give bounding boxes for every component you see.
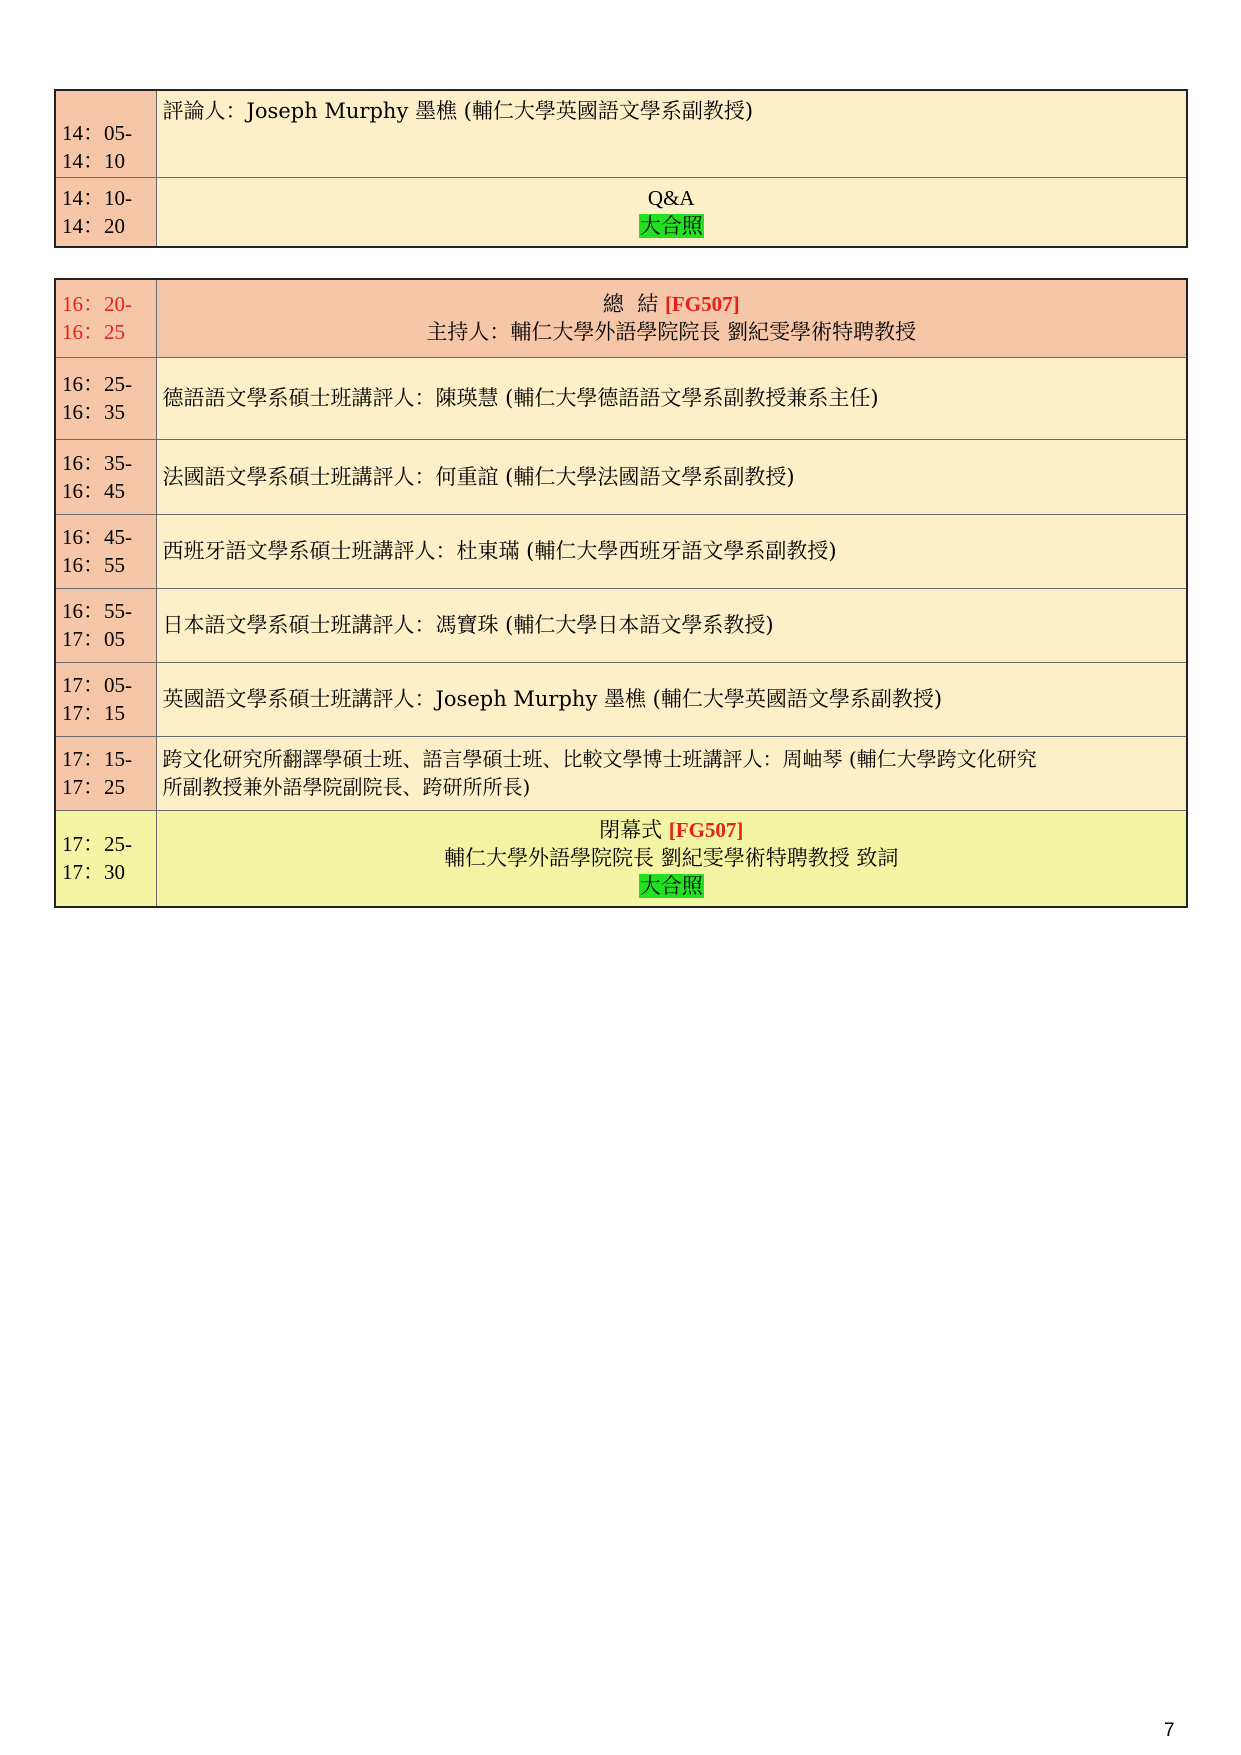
content-cell — [156, 514, 1187, 588]
table-row — [55, 439, 1187, 514]
room-label: [FG507] — [668, 818, 744, 843]
closing-cell — [156, 810, 1187, 907]
time-cell — [55, 177, 156, 247]
time-cell — [55, 439, 156, 514]
summary-header-cell — [156, 279, 1187, 357]
closing-title: 閉幕式 — [599, 818, 669, 843]
closing-speech: 輔仁大學外語學院院長 劉紀雯學術特聘教授 致詞 — [444, 846, 899, 871]
table-row — [55, 588, 1187, 662]
content-cell — [156, 357, 1187, 439]
time-start: 17：05- — [62, 673, 132, 697]
time-start: 16：25- — [62, 372, 132, 396]
commentator-text: 西班牙語文學系碩士班講評人：杜東璊 (輔仁大學西班牙語文學系副教授) — [162, 539, 837, 563]
table-row — [55, 514, 1187, 588]
page-number: 7 — [1164, 1720, 1175, 1741]
section-title: 總 結 — [602, 292, 665, 317]
time-start: 17：25- — [62, 832, 132, 857]
time-end: 16：45 — [62, 478, 125, 503]
time-cell — [55, 662, 156, 736]
commentator-text-line1: 跨文化研究所翻譯學碩士班、語言學碩士班、比較文學博士班講評人：周岫琴 (輔仁大學跨文化研究 — [162, 747, 1037, 771]
commentator-text: 日本語文學系碩士班講評人：馮寶珠 (輔仁大學日本語文學系教授) — [162, 613, 774, 637]
qa-label: Q&A — [647, 185, 695, 210]
commentator-text-line2: 所副教授兼外語學院副院長、跨研所所長) — [162, 775, 531, 799]
table-row — [55, 736, 1187, 810]
content-cell — [156, 736, 1187, 810]
schedule-table-summary — [54, 278, 1188, 908]
time-cell — [55, 810, 156, 907]
content-cell — [156, 90, 1187, 177]
summary-header-row — [55, 279, 1187, 357]
group-photo-label: 大合照 — [639, 874, 703, 899]
table-row — [55, 90, 1187, 177]
time-start: 17：15- — [62, 747, 132, 771]
time-cell — [55, 588, 156, 662]
schedule-table-afternoon — [54, 89, 1188, 248]
time-end: 14：20 — [62, 213, 125, 238]
table-row — [55, 177, 1187, 247]
closing-row — [55, 810, 1187, 907]
content-cell — [156, 588, 1187, 662]
time-end: 16：35 — [62, 400, 125, 424]
host-text: 主持人：輔仁大學外語學院院長 劉紀雯學術特聘教授 — [426, 320, 917, 345]
commentator-text: 德語語文學系碩士班講評人：陳瑛慧 (輔仁大學德語語文學系副教授兼系主任) — [162, 386, 879, 410]
time-end: 17：25 — [62, 775, 125, 799]
time-start: 16：45- — [62, 525, 132, 549]
time-end: 14：10 — [62, 148, 125, 173]
time-start: 16：35- — [62, 450, 132, 475]
time-start: 14：05- — [62, 120, 132, 145]
content-cell — [156, 439, 1187, 514]
time-cell — [55, 514, 156, 588]
time-end: 17：15 — [62, 701, 125, 725]
content-cell — [156, 177, 1187, 247]
room-label: [FG507] — [664, 292, 740, 317]
time-end: 16：55 — [62, 553, 125, 577]
table-row — [55, 662, 1187, 736]
time-cell — [55, 90, 156, 177]
time-cell — [55, 736, 156, 810]
time-start: 16：20- — [62, 292, 132, 317]
commentator-text: 英國語文學系碩士班講評人：Joseph Murphy 墨樵 (輔仁大學英國語文學系副教授) — [162, 687, 943, 711]
content-cell — [156, 662, 1187, 736]
commentator-text: 法國語文學系碩士班講評人：何重誼 (輔仁大學法國語文學系副教授) — [162, 464, 795, 489]
time-cell — [55, 357, 156, 439]
time-start: 14：10- — [62, 185, 132, 210]
time-end: 17：30 — [62, 860, 125, 885]
time-cell — [55, 279, 156, 357]
time-end: 16：25 — [62, 320, 125, 345]
table-row — [55, 357, 1187, 439]
group-photo-label: 大合照 — [639, 213, 703, 238]
time-end: 17：05 — [62, 627, 125, 651]
time-start: 16：55- — [62, 599, 132, 623]
commentator-text: 評論人：Joseph Murphy 墨樵 (輔仁大學英國語文學系副教授) — [162, 99, 754, 123]
